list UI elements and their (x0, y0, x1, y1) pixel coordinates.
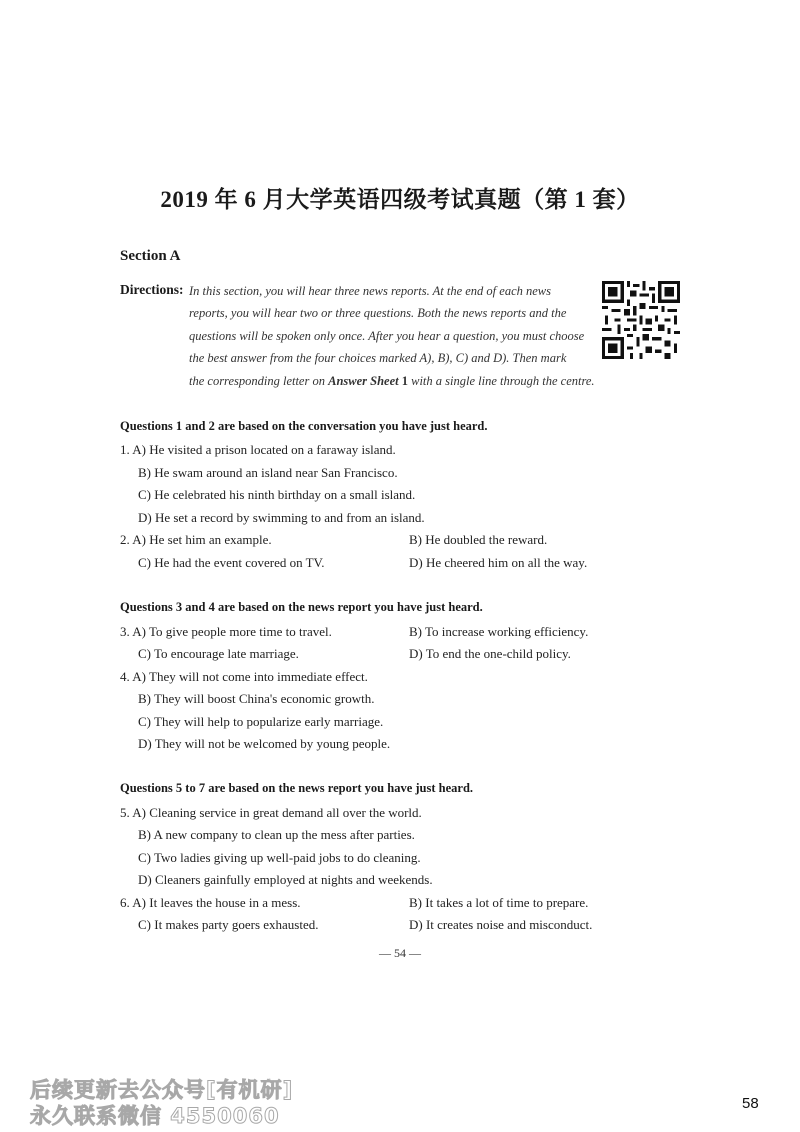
answer-option: D) It creates noise and misconduct. (409, 917, 593, 932)
answer-option: C) He had the event covered on TV. (138, 555, 325, 570)
answer-sheet-number: 1 (398, 374, 408, 388)
answer-option: D) He cheered him on all the way. (409, 555, 588, 570)
directions-line: reports, you will hear two or three questions. Both the news reports and the (189, 306, 567, 320)
watermark-line: 后续更新去公众号[有机研] (30, 1078, 294, 1102)
qr-code-icon (602, 281, 680, 359)
answer-option: D) To end the one-child policy. (409, 646, 571, 661)
answer-option: C) It makes party goers exhausted. (138, 917, 319, 932)
answer-option: 4. A) They will not come into immediate effect. (120, 669, 368, 684)
answer-option: 2. A) He set him an example. (120, 532, 272, 547)
directions-label: Directions: (120, 282, 184, 297)
answer-option: B) To increase working efficiency. (409, 624, 589, 639)
page-title: 2019 年 6 月大学英语四级考试真题（第 1 套） (160, 187, 640, 212)
answer-option: B) He doubled the reward. (409, 532, 548, 547)
directions-line: In this section, you will hear three news reports. At the end of each news (189, 284, 551, 298)
question-group-heading: Questions 1 and 2 are based on the conversation you have just heard. (120, 419, 488, 433)
answer-option: D) Cleaners gainfully employed at nights and weekends. (138, 872, 433, 887)
answer-option: 1. A) He visited a prison located on a faraway island. (120, 442, 396, 457)
question-group-heading: Questions 3 and 4 are based on the news report you have just heard. (120, 600, 483, 614)
answer-option: D) He set a record by swimming to and from an island. (138, 510, 425, 525)
directions-text: the corresponding letter on (189, 374, 329, 388)
section-heading: Section A (120, 248, 181, 264)
answer-option: 6. A) It leaves the house in a mess. (120, 895, 301, 910)
answer-option: 5. A) Cleaning service in great demand all over the world. (120, 805, 422, 820)
answer-option: B) They will boost China's economic growth. (138, 691, 375, 706)
directions-line-last (189, 374, 595, 389)
answer-option: B) A new company to clean up the mess after parties. (138, 827, 415, 842)
question-group-heading: Questions 5 to 7 are based on the news report you have just heard. (120, 781, 474, 795)
answer-option: D) They will not be welcomed by young people. (138, 736, 391, 751)
corner-page-number: 58 (742, 1095, 759, 1112)
answer-option: C) Two ladies giving up well-paid jobs to do cleaning. (138, 850, 421, 865)
answer-sheet-label: Answer Sheet (328, 374, 399, 388)
directions-line: questions will be spoken only once. After you hear a question, you must choose (189, 329, 585, 343)
directions-line: the best answer from the four choices marked A), B), C) and D). Then mark (189, 351, 567, 365)
directions-text: with a single line through the centre. (408, 374, 595, 388)
answer-option: 3. A) To give people more time to travel. (120, 624, 332, 639)
page-number: — 54 — (379, 946, 421, 960)
watermark-line: 永久联系微信 4550060 (30, 1104, 280, 1128)
answer-option: C) To encourage late marriage. (138, 646, 299, 661)
answer-option: B) It takes a lot of time to prepare. (409, 895, 589, 910)
answer-option: C) He celebrated his ninth birthday on a small island. (138, 487, 416, 502)
answer-option: C) They will help to popularize early marriage. (138, 714, 384, 729)
answer-option: B) He swam around an island near San Francisco. (138, 465, 398, 480)
